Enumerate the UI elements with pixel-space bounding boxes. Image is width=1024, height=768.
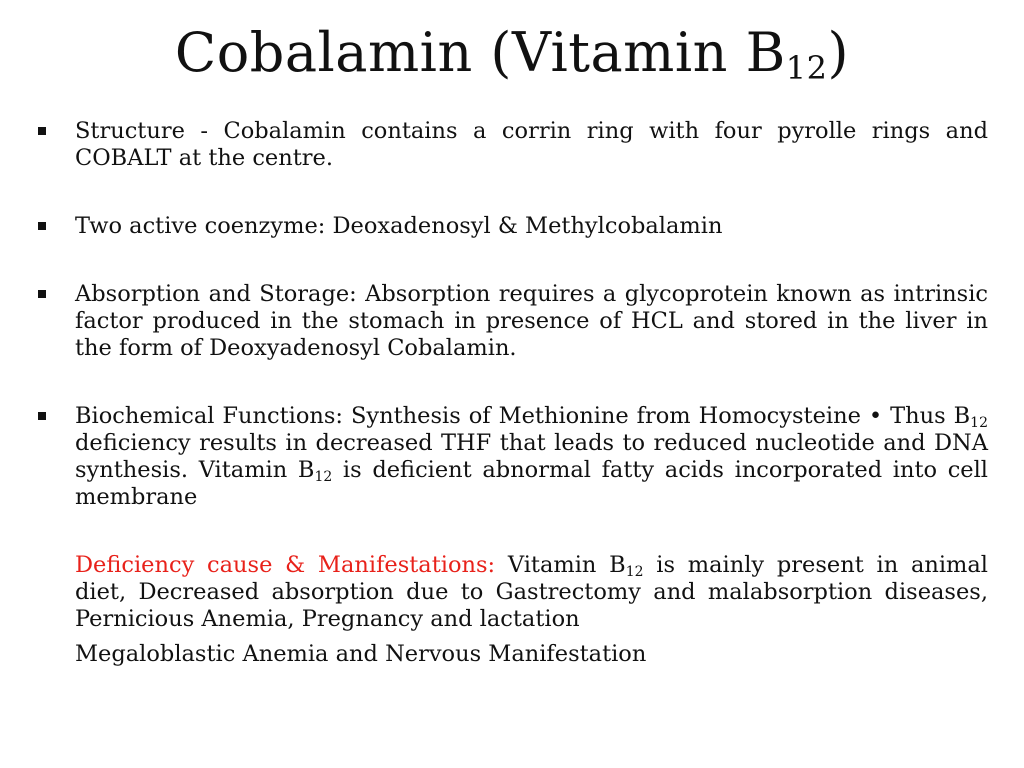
biochemical-part2: deficiency results in decreased THF that leads to reduced nucleotide and DNA synthesis. Vitamin B bbox=[75, 430, 988, 483]
biochemical-sub1: 12 bbox=[970, 415, 988, 431]
bullet-coenzyme-text: Two active coenzyme: Deoxadenosyl & Methylcobalamin bbox=[75, 213, 723, 239]
slide-content bbox=[38, 118, 988, 668]
deficiency-part1: Vitamin B bbox=[495, 552, 626, 578]
deficiency-paragraph bbox=[38, 552, 988, 633]
biochemical-part3: is deficient abnormal fatty acids incorporated into cell membrane bbox=[75, 457, 989, 510]
square-bullet-icon bbox=[38, 412, 46, 420]
bullet-biochemical-text bbox=[75, 403, 988, 510]
biochemical-sub2: 12 bbox=[314, 469, 333, 485]
square-bullet-icon bbox=[38, 127, 46, 135]
bullet-absorption-text: Absorption and Storage: Absorption requires a glycoprotein known as intrinsic factor produced in the stomach in presence of HCL and stored in the liver in the form of Deoxyadenosyl Cobalamin. bbox=[75, 281, 988, 361]
title-text: Cobalamin (Vitamin B bbox=[174, 21, 786, 84]
square-bullet-icon bbox=[38, 290, 46, 298]
bullet-absorption bbox=[38, 281, 988, 362]
square-bullet-icon bbox=[38, 222, 46, 230]
biochemical-part1: Biochemical Functions: Synthesis of Methionine from Homocysteine • Thus B bbox=[75, 403, 971, 429]
deficiency-heading: Deficiency cause & Manifestations: bbox=[75, 552, 496, 578]
manifestation-line: Megaloblastic Anemia and Nervous Manifestation bbox=[75, 641, 647, 667]
bullet-biochemical bbox=[38, 403, 988, 511]
slide-title bbox=[0, 21, 1024, 87]
bullet-coenzyme bbox=[38, 213, 988, 240]
title-close-paren: ) bbox=[827, 21, 850, 84]
deficiency-part2: is mainly present in animal diet, Decreased absorption due to Gastrectomy and malabsorption diseases, Pernicious Anemia, Pregnancy and lactation bbox=[75, 552, 988, 632]
bullet-structure bbox=[38, 118, 988, 172]
bullet-structure-text: Structure - Cobalamin contains a corrin ring with four pyrolle rings and COBALT at the centre. bbox=[75, 118, 988, 171]
title-subscript: 12 bbox=[785, 49, 828, 87]
deficiency-sub: 12 bbox=[625, 564, 644, 580]
